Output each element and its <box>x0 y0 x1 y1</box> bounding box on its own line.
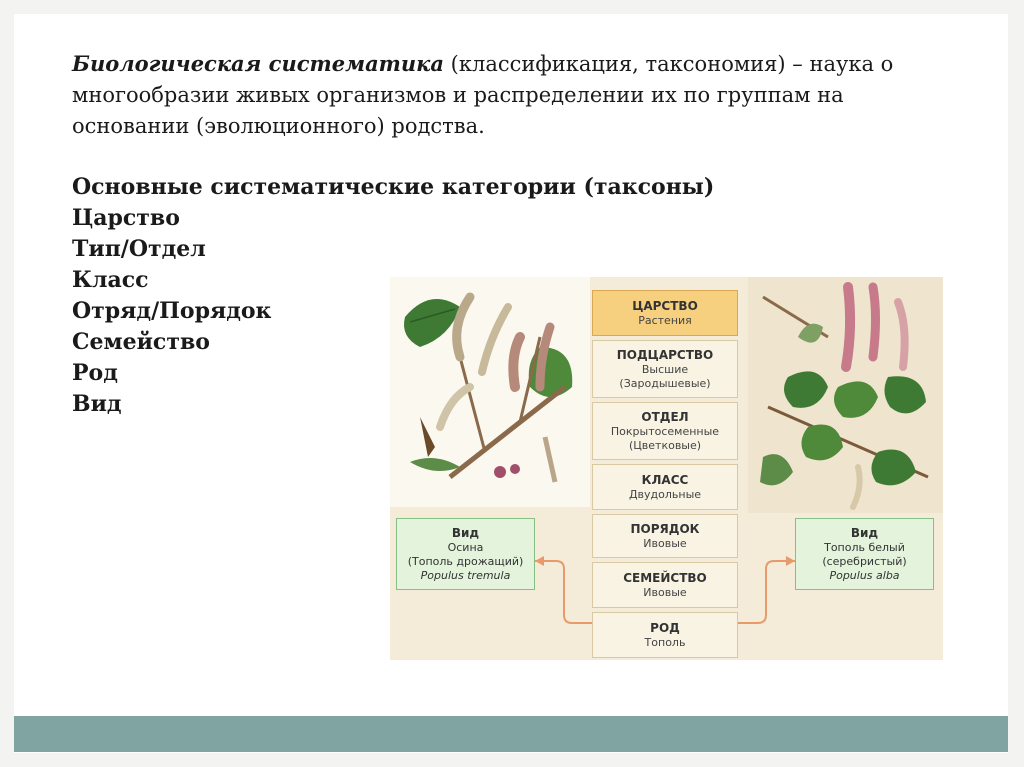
rank-value: Ивовые <box>643 585 687 599</box>
rank-division-box <box>592 402 738 460</box>
rank-title: ПОДЦАРСТВО <box>616 347 714 362</box>
taxa-heading: Основные систематические категории (таксоны) <box>72 174 715 200</box>
rank-value: Растения <box>638 313 692 327</box>
rank-class-box <box>592 464 738 510</box>
rank-value: Двудольные <box>628 487 702 501</box>
species-synonym: (Тополь дрожащий) <box>407 554 524 568</box>
taxon-item: Вид <box>72 391 122 417</box>
taxon-item: Класс <box>72 267 149 293</box>
taxon-item: Отряд/Порядок <box>72 298 272 324</box>
species-left-box <box>396 518 535 590</box>
definition-paragraph <box>72 48 912 142</box>
rank-genus-box <box>592 612 738 658</box>
rank-title: СЕМЕЙСТВО <box>623 570 707 585</box>
taxon-item: Тип/Отдел <box>72 236 206 262</box>
rank-value: Высшие <box>641 362 689 376</box>
species-name: Тополь белый <box>824 540 905 554</box>
rank-kingdom-box <box>592 290 738 336</box>
rank-subkingdom-box <box>592 340 738 398</box>
rank-title: ЦАРСТВО <box>632 298 698 313</box>
taxon-item: Семейство <box>72 329 210 355</box>
species-right-box <box>795 518 934 590</box>
rank-family-box <box>592 562 738 608</box>
rank-title: ПОРЯДОК <box>630 521 700 536</box>
taxon-item: Род <box>72 360 118 386</box>
species-name: Осина <box>447 540 484 554</box>
definition-term: Биологическая систематика <box>72 51 444 76</box>
taxonomy-figure <box>390 277 943 660</box>
species-latin: Populus alba <box>829 568 900 582</box>
rank-title: КЛАСС <box>641 472 689 487</box>
rank-value: Тополь <box>644 635 686 649</box>
rank-value: (Цветковые) <box>628 438 702 452</box>
rank-title: РОД <box>650 620 680 635</box>
taxon-item: Царство <box>72 205 180 231</box>
rank-value: Ивовые <box>643 536 687 550</box>
rank-title: ОТДЕЛ <box>641 409 689 424</box>
footer-bar <box>14 716 1008 752</box>
species-synonym: (серебристый) <box>822 554 907 568</box>
rank-value: Покрытосеменные <box>610 424 720 438</box>
rank-order-box <box>592 514 738 558</box>
species-title: Вид <box>850 525 879 540</box>
rank-value: (Зародышевые) <box>619 376 711 390</box>
species-title: Вид <box>451 525 480 540</box>
species-latin: Populus tremula <box>420 568 511 582</box>
definition-text: (классификация, таксономия) – наука о многообразии живых организмов и распределении их по группам на основании (эволюционного) родства. <box>72 52 894 138</box>
